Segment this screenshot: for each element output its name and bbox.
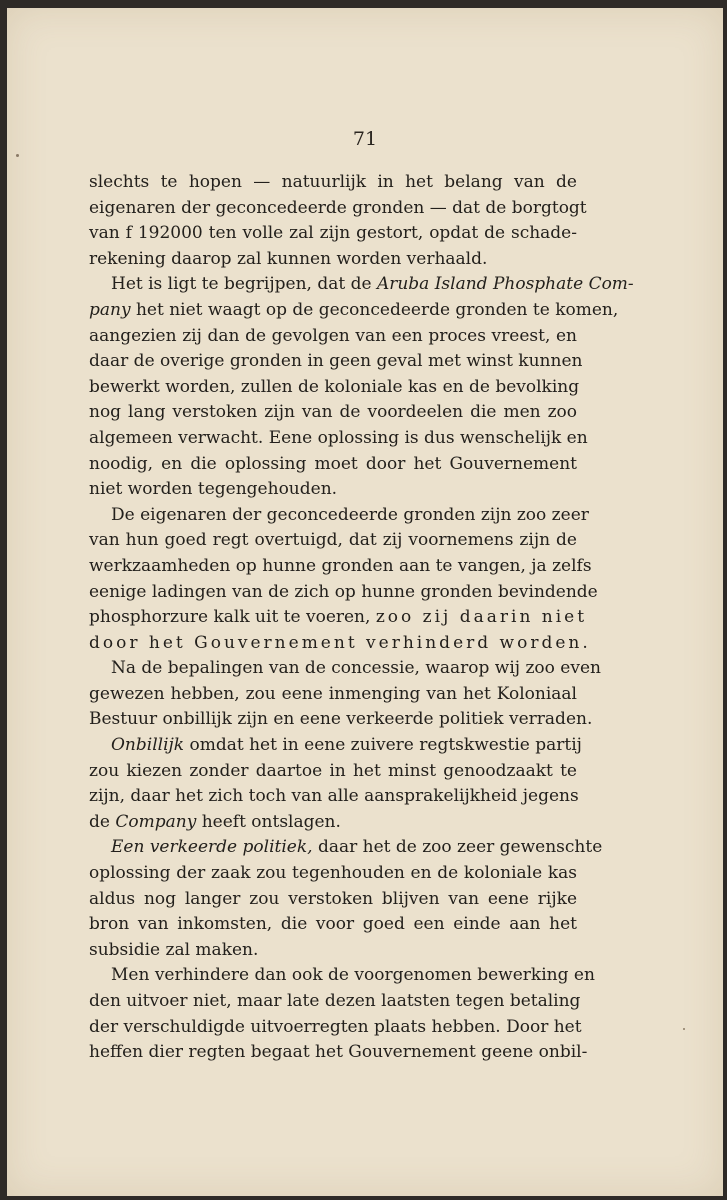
text-segment: heffen dier regten begaat het Gouvernement geene onbil- [89,1042,588,1063]
text-line [89,349,583,375]
text-line [89,247,577,273]
text-line [89,784,577,810]
text-line [89,938,577,964]
text-line [89,298,619,324]
text-segment: van f 192000 ten volle zal zijn gestort, opdat de schade- [89,223,577,244]
text-line [89,835,603,861]
text-segment: de [89,811,116,832]
text-segment: aangezien zij dan de gevolgen van een proces vreest, en [89,325,577,346]
text-line [89,272,634,298]
text-line [89,221,577,247]
text-segment: bron van inkomsten, die voor goed een einde aan het [89,914,577,935]
text-line [89,503,589,529]
text-segment: noodig, en die oplossing moet door het Gouvernement [89,453,577,474]
text-line [89,733,582,759]
spaced-text: door het Gouvernement verhinderd worden. [89,632,591,653]
text-line [89,580,598,606]
text-line [89,861,577,887]
text-segment: der verschuldigde uitvoerregten plaats hebben. Door het [89,1016,582,1037]
text-segment: den uitvoer niet, maar late dezen laatsten tegen betaling [89,991,581,1011]
text-segment: eigenaren der geconcedeerde gronden — dat de borgtogt [89,197,587,218]
text-segment: omdat het in eene zuivere regtskwestie partij [184,735,582,756]
book-page [7,8,723,1196]
text-line [89,196,587,222]
text-segment: Na de bepalingen van de concessie, waarop wij zoo even [111,658,601,679]
text-segment: bewerkt worden, zullen de koloniale kas en de bevolking [89,376,580,397]
text-segment: zijn, daar het zich toch van alle aansprakelijkheid jegens [89,786,579,807]
text-segment: gewezen hebben, zou eene inmenging van het Koloniaal [89,683,577,704]
text-segment: eenige ladingen van de zich op hunne gronden bevindende [89,581,598,602]
italic-text: Aruba Island Phosphate Com- [376,274,634,295]
text-segment: rekening daarop zal kunnen worden verhaald. [89,248,488,269]
text-line [89,605,588,631]
text-segment: zou kiezen zonder daartoe in het minst genoodzaakt te [89,760,577,781]
italic-text: pany [89,299,131,320]
text-line [89,1040,588,1066]
text-line [89,912,577,938]
text-segment: oplossing der zaak zou tegenhouden en de koloniale kas [89,863,577,884]
text-segment: heeft ontslagen. [196,811,341,832]
text-segment: aldus nog langer zou verstoken blijven van eene rijke [89,888,577,909]
text-line [89,963,595,989]
italic-text: Company [115,811,197,832]
text-segment: werkzaamheden op hunne gronden aan te vangen, ja zelfs [89,555,592,576]
text-segment: Men verhindere dan ook de voorgenomen bewerking en [111,965,595,986]
text-segment: nog lang verstoken zijn van de voordeelen die men zoo [89,402,577,423]
italic-text: Een verkeerde politiek, [111,837,313,858]
text-segment: algemeen verwacht. Eene oplossing is dus wenschelijk en [89,427,588,448]
text-line [89,989,581,1015]
text-line [89,707,593,733]
text-line [89,452,577,478]
text-line [89,1015,582,1041]
text-segment: phosphorzure kalk uit te voeren, [89,607,376,628]
text-line [89,887,577,913]
text-line [89,477,577,503]
text-line [89,554,592,580]
text-line [89,375,580,401]
text-segment: Het is ligt te begrijpen, dat de [111,274,377,295]
text-segment: daar het de zoo zeer gewenschte [312,837,603,858]
text-line [89,400,577,426]
italic-text: Onbillijk [111,735,185,756]
text-segment: het niet waagt op de geconcedeerde gronden te komen, [130,299,619,320]
text-line [89,631,591,657]
body-text [89,170,634,1066]
text-line [89,759,577,785]
text-segment: slechts te hopen — natuurlijk in het belang van de [89,172,577,192]
paper-speck [16,154,19,157]
text-segment: Bestuur onbillijk zijn en eene verkeerde politiek verraden. [89,709,593,730]
text-segment: De eigenaren der geconcedeerde gronden zijn zoo zeer [111,504,589,525]
text-segment: subsidie zal maken. [89,939,259,960]
text-line [89,324,577,350]
text-line [89,426,588,452]
text-segment: niet worden tegengehouden. [89,479,338,500]
text-line [89,682,577,708]
text-line [89,656,601,682]
spaced-text: zoo zij daarin niet [375,607,588,628]
text-segment: daar de overige gronden in geen geval met winst kunnen [89,351,583,372]
text-segment: van hun goed regt overtuigd, dat zij voornemens zijn de [89,530,577,551]
text-line [89,810,577,836]
text-line [89,528,577,554]
paper-speck [683,1028,685,1030]
page-number: 71 [352,128,378,150]
text-line [89,170,577,196]
